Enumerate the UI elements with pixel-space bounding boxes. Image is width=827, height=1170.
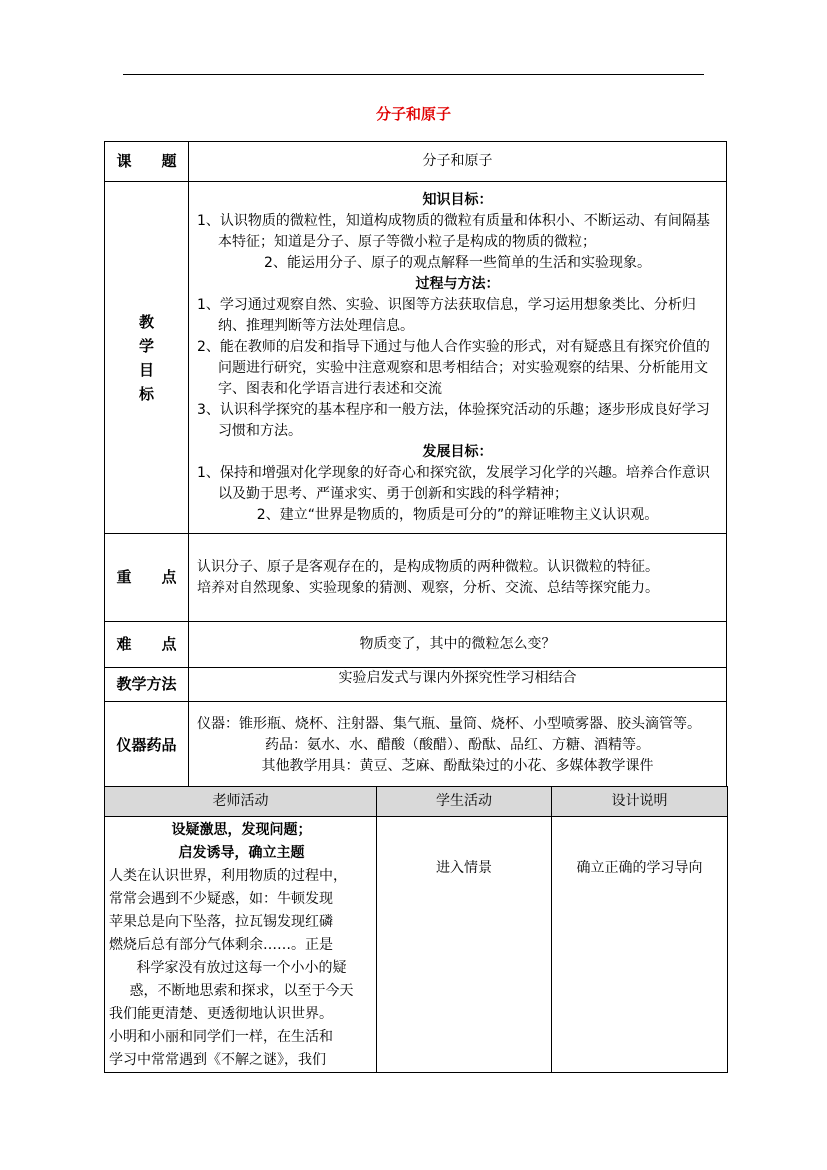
design-notes-cell: 确立正确的学习导向 (552, 817, 728, 1073)
difficulty-label: 难 点 (105, 622, 189, 668)
process-item: 3、认识科学探究的基本程序和一般方法，体验探究活动的乐趣；逐步形成良好学习习惯和方法。 (197, 401, 710, 439)
header-rule (123, 74, 704, 75)
key-point-item: 培养对自然现象、实验现象的猜测、观察，分析、交流、总结等探究能力。 (197, 579, 659, 596)
topic-label: 课 题 (105, 142, 189, 182)
teacher-line: 小明和小丽和同学们一样，在生活和 (109, 1029, 333, 1045)
method-row (105, 668, 727, 702)
activity-row (105, 817, 728, 1073)
goals-label-char: 教 (138, 312, 154, 331)
teacher-line: 人类在认识世界，利用物质的过程中， (109, 868, 347, 884)
equipment-content (189, 702, 727, 790)
reagents-text: 药品：氨水、水、醋酸（酸醋）、酚酞、品红、方糖、酒精等。 (265, 737, 650, 753)
teacher-line: 燃烧后总有部分气体剩余……。正是 (109, 937, 333, 953)
difficulty-value: 物质变了，其中的微粒怎么变？ (189, 622, 727, 668)
key-points-row (105, 534, 727, 622)
design-notes-header: 设计说明 (552, 787, 728, 817)
equipment-row (105, 702, 727, 790)
student-activity-cell: 进入情景 (377, 817, 552, 1073)
activity-table (104, 786, 728, 1073)
knowledge-item: 2、能运用分子、原子的观点解释一些简单的生活和实验现象。 (264, 254, 651, 271)
activity-header-row (105, 787, 728, 817)
goals-label-char: 学 (138, 336, 154, 355)
instruments-text: 仪器：锥形瓶、烧杯、注射器、集气瓶、量筒、烧杯、小型喷雾器、胶头滴管等。 (197, 716, 701, 732)
teacher-line: 我们能更清楚、更透彻地认识世界。 (109, 1006, 333, 1022)
other-tools-text: 其他教学用具：黄豆、芝麻、酚酞染过的小花、多媒体教学课件 (261, 758, 654, 774)
goals-row (105, 182, 727, 534)
knowledge-item: 1、认识物质的微粒性，知道构成物质的微粒有质量和体积小、不断运动、有间隔基本特征；知道是分子、原子等微小粒子是构成的物质的微粒； (197, 212, 710, 250)
teacher-line: 学习中常常遇到《不解之谜》，我们 (109, 1052, 326, 1068)
topic-row (105, 142, 727, 182)
lesson-plan-table (104, 141, 727, 790)
page-title: 分子和原子 (375, 105, 451, 123)
process-item: 1、学习通过观察自然、实验、识图等方法获取信息，学习运用想象类比、分析归纳、推理判断等方法处理信息。 (197, 296, 696, 334)
topic-value: 分子和原子 (189, 142, 727, 182)
difficulty-row (105, 622, 727, 668)
knowledge-heading: 知识目标： (422, 191, 493, 208)
development-item: 1、保持和增强对化学现象的好奇心和探究欲，发展学习化学的兴趣。培养合作意识以及勤于思考、严谨求实、勇于创新和实践的科学精神； (197, 464, 710, 502)
goals-label-char: 目 (138, 360, 154, 379)
key-points-content (189, 534, 727, 622)
goals-content (189, 182, 727, 534)
teacher-heading: 设疑激思，发现问题； (171, 822, 312, 838)
teacher-line: 常常会遇到不少疑惑，如：牛顿发现 (109, 891, 333, 907)
method-label: 教学方法 (105, 668, 189, 702)
goals-label (105, 182, 189, 534)
teacher-activity-header: 老师活动 (105, 787, 377, 817)
key-points-label: 重 点 (105, 534, 189, 622)
student-activity-header: 学生活动 (377, 787, 552, 817)
equipment-label: 仪器药品 (105, 702, 189, 790)
key-point-item: 认识分子、原子是客观存在的，是构成物质的两种微粒。认识微粒的特征。 (197, 558, 659, 575)
teacher-line: 苹果总是向下坠落，拉瓦锡发现红磷 (109, 914, 333, 930)
teacher-heading: 启发诱导，确立主题 (178, 845, 305, 861)
process-item: 2、能在教师的启发和指导下通过与他人合作实验的形式，对有疑惑且有探究价值的问题进行研究，实验中注意观察和思考相结合；对实验观察的结果、分析能用文字、图表和化学语言进行表述和交流 (197, 338, 710, 397)
process-heading: 过程与方法： (415, 275, 500, 292)
teacher-activity-cell (105, 817, 377, 1073)
development-item: 2、建立“世界是物质的，物质是可分的”的辩证唯物主义认识观。 (256, 506, 659, 523)
method-value: 实验启发式与课内外探究性学习相结合 (189, 668, 727, 702)
goals-label-char: 标 (138, 384, 154, 403)
teacher-line: 惑，不断地思索和探求，以至于今天 (129, 983, 354, 999)
development-heading: 发展目标： (422, 443, 493, 460)
teacher-line: 科学家没有放过这每一个小小的疑 (136, 960, 347, 976)
